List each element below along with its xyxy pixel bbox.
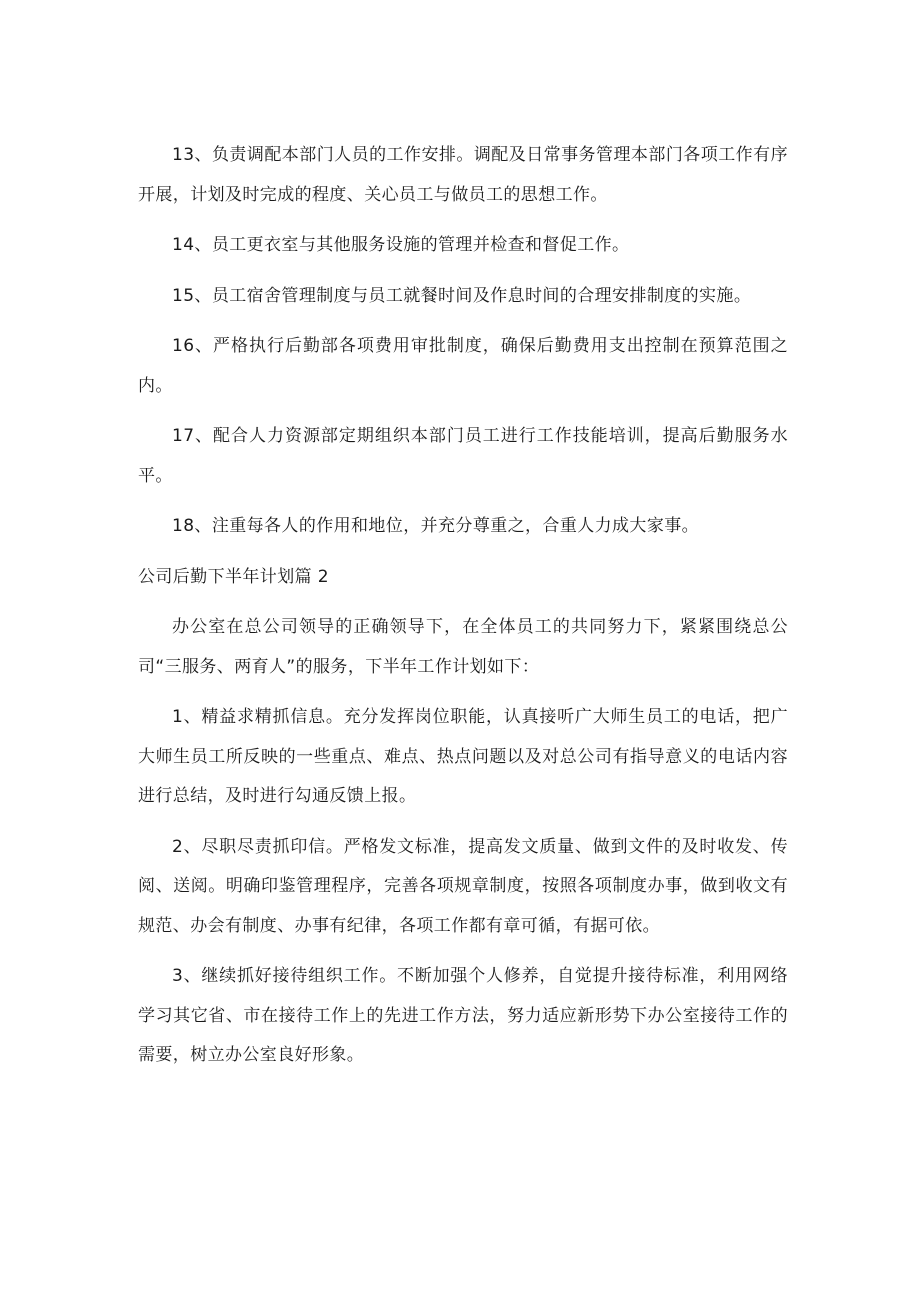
paragraph-item-13: 13、负责调配本部门人员的工作安排。调配及日常事务管理本部门各项工作有序开展，计划及时完成的程度、关心员工与做员工的思想工作。 xyxy=(138,145,788,205)
paragraph-intro: 办公室在总公司领导的正确领导下，在全体员工的共同努力下，紧紧围绕总公司“三服务、两育人”的服务，下半年工作计划如下： xyxy=(138,617,788,677)
paragraph-item-18: 18、注重每各人的作用和地位，并充分尊重之，合重人力成大家事。 xyxy=(172,516,700,536)
paragraph-plan-2: 2、尽职尽责抓印信。严格发文标准，提高发文质量、做到文件的及时收发、传阅、送阅。明确印鉴管理程序，完善各项规章制度，按照各项制度办事，做到收文有规范、办会有制度、办事有纪律，各项工作都有章可循，有据可依。 xyxy=(138,836,788,936)
paragraph-plan-1: 1、精益求精抓信息。充分发挥岗位职能，认真接听广大师生员工的电话，把广大师生员工所反映的一些重点、难点、热点问题以及对总公司有指导意义的电话内容进行总结，及时进行勾通反馈上报。 xyxy=(138,707,788,806)
section-heading: 公司后勤下半年计划篇 2 xyxy=(138,566,330,587)
paragraph-item-17: 17、配合人力资源部定期组织本部门员工进行工作技能培训，提高后勤服务水平。 xyxy=(138,426,788,486)
document-body xyxy=(138,136,788,1076)
paragraph-item-15: 15、员工宿舍管理制度与员工就餐时间及作息时间的合理安排制度的实施。 xyxy=(172,285,752,306)
paragraph-plan-3: 3、继续抓好接待组织工作。不断加强个人修养，自觉提升接待标准，利用网络学习其它省、市在接待工作上的先进工作方法，努力适应新形势下办公室接待工作的需要，树立办公室良好形象。 xyxy=(138,966,788,1065)
paragraph-item-16: 16、严格执行后勤部各项费用审批制度，确保后勤费用支出控制在预算范围之内。 xyxy=(138,336,788,396)
paragraph-item-14: 14、员工更衣室与其他服务设施的管理并检查和督促工作。 xyxy=(172,235,630,255)
